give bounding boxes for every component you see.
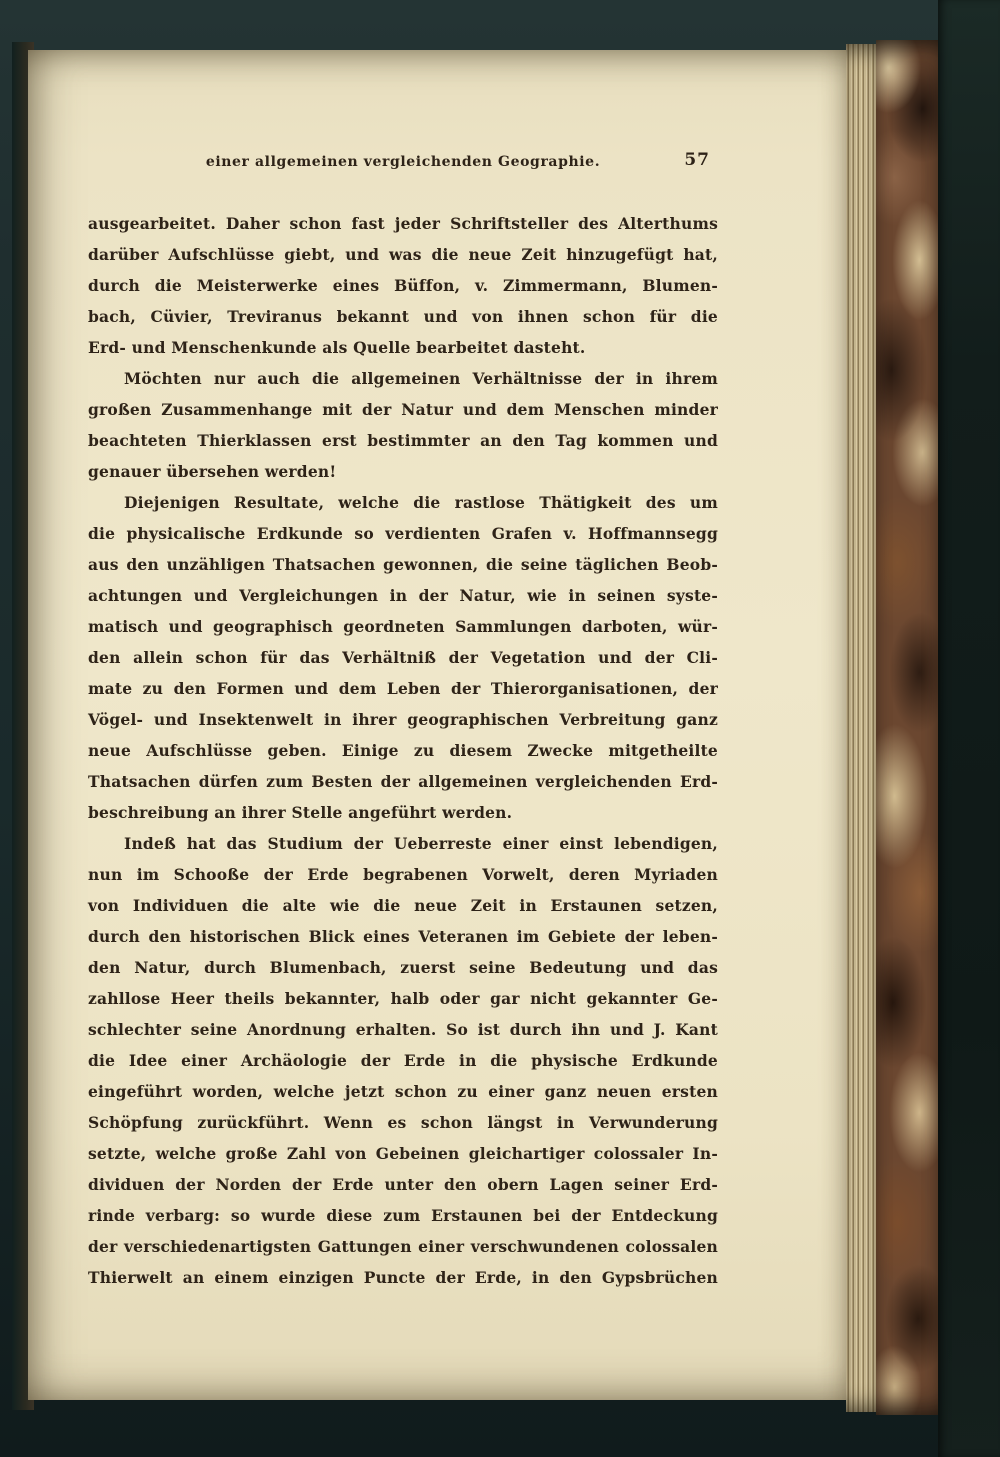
text-line: aus den unzähligen Thatsachen gewonnen, die seine täglichen Beob- [88, 555, 718, 574]
marbled-cover-edge [876, 40, 938, 1415]
text-line: achtungen und Vergleichungen in der Natur, wie in seinen syste- [88, 586, 718, 605]
book-cover [938, 0, 1000, 1457]
text-line: ausgearbeitet. Daher schon fast jeder Schriftsteller des Alterthums [88, 214, 718, 233]
paragraph [88, 487, 718, 828]
text-line: Thierwelt an einem einzigen Puncte der Erde, in den Gypsbrüchen [88, 1268, 718, 1287]
text-line: der verschiedenartigsten Gattungen einer verschwundenen colossalen [88, 1237, 718, 1256]
text-line: die physicalische Erdkunde so verdienten Grafen v. Hoffmannsegg [88, 524, 718, 543]
text-line: großen Zusammenhange mit der Natur und dem Menschen minder [88, 400, 718, 419]
text-line: beschreibung an ihrer Stelle angeführt werden. [88, 803, 513, 822]
text-line: den Natur, durch Blumenbach, zuerst seine Bedeutung und das [88, 958, 718, 977]
text-line: matisch und geographisch geordneten Sammlungen darboten, wür- [88, 617, 718, 636]
text-line: durch die Meisterwerke eines Büffon, v. Zimmermann, Blumen- [88, 276, 718, 295]
text-line: den allein schon für das Verhältniß der Vegetation und der Cli- [88, 648, 718, 667]
page-header [88, 150, 718, 180]
text-line: Thatsachen dürfen zum Besten der allgemeinen vergleichenden Erd- [88, 772, 718, 791]
text-line: darüber Aufschlüsse giebt, und was die neue Zeit hinzugefügt hat, [88, 245, 718, 264]
text-line: die Idee einer Archäologie der Erde in die physische Erdkunde [88, 1051, 718, 1070]
book-page [28, 50, 846, 1400]
text-line: rinde verbarg: so wurde diese zum Erstaunen bei der Entdeckung [88, 1206, 718, 1225]
text-line: neue Aufschlüsse geben. Einige zu diesem Zwecke mitgetheilte [88, 741, 718, 760]
text-line: mate zu den Formen und dem Leben der Thierorganisationen, der [88, 679, 718, 698]
text-line: Diejenigen Resultate, welche die rastlose Thätigkeit des um [124, 493, 718, 512]
text-line: schlechter seine Anordnung erhalten. So ist durch ihn und J. Kant [88, 1020, 718, 1039]
text-line: bach, Cüvier, Treviranus bekannt und von ihnen schon für die [88, 307, 718, 326]
text-line: Indeß hat das Studium der Ueberreste einer einst lebendigen, [124, 834, 718, 853]
text-line: zahllose Heer theils bekannter, halb oder gar nicht gekannter Ge- [88, 989, 718, 1008]
running-title: einer allgemeinen vergleichenden Geographie. [205, 154, 601, 170]
page-edge-stripes [846, 44, 876, 1412]
text-line: beachteten Thierklassen erst bestimmter an den Tag kommen und [88, 431, 718, 450]
text-line: eingeführt worden, welche jetzt schon zu einer ganz neuen ersten [88, 1082, 718, 1101]
text-line: Vögel- und Insektenwelt in ihrer geographischen Verbreitung ganz [88, 710, 718, 729]
text-line: dividuen der Norden der Erde unter den obern Lagen seiner Erd- [88, 1175, 718, 1194]
text-line: genauer übersehen werden! [88, 462, 337, 481]
paragraph [88, 828, 718, 1293]
text-line: von Individuen die alte wie die neue Zeit in Erstaunen setzen, [88, 896, 718, 915]
paragraph [88, 208, 718, 363]
paragraph [88, 363, 718, 487]
page-number: 57 [684, 150, 710, 170]
text-line: Schöpfung zurückführt. Wenn es schon längst in Verwunderung [88, 1113, 718, 1132]
body-text [88, 208, 718, 1293]
text-line: Möchten nur auch die allgemeinen Verhältnisse der in ihrem [124, 369, 718, 388]
text-line: durch den historischen Blick eines Veteranen im Gebiete der leben- [88, 927, 718, 946]
text-line: nun im Schooße der Erde begrabenen Vorwelt, deren Myriaden [88, 865, 718, 884]
text-line: Erd- und Menschenkunde als Quelle bearbeitet dasteht. [88, 338, 586, 357]
text-line: setzte, welche große Zahl von Gebeinen gleichartiger colossaler In- [88, 1144, 718, 1163]
